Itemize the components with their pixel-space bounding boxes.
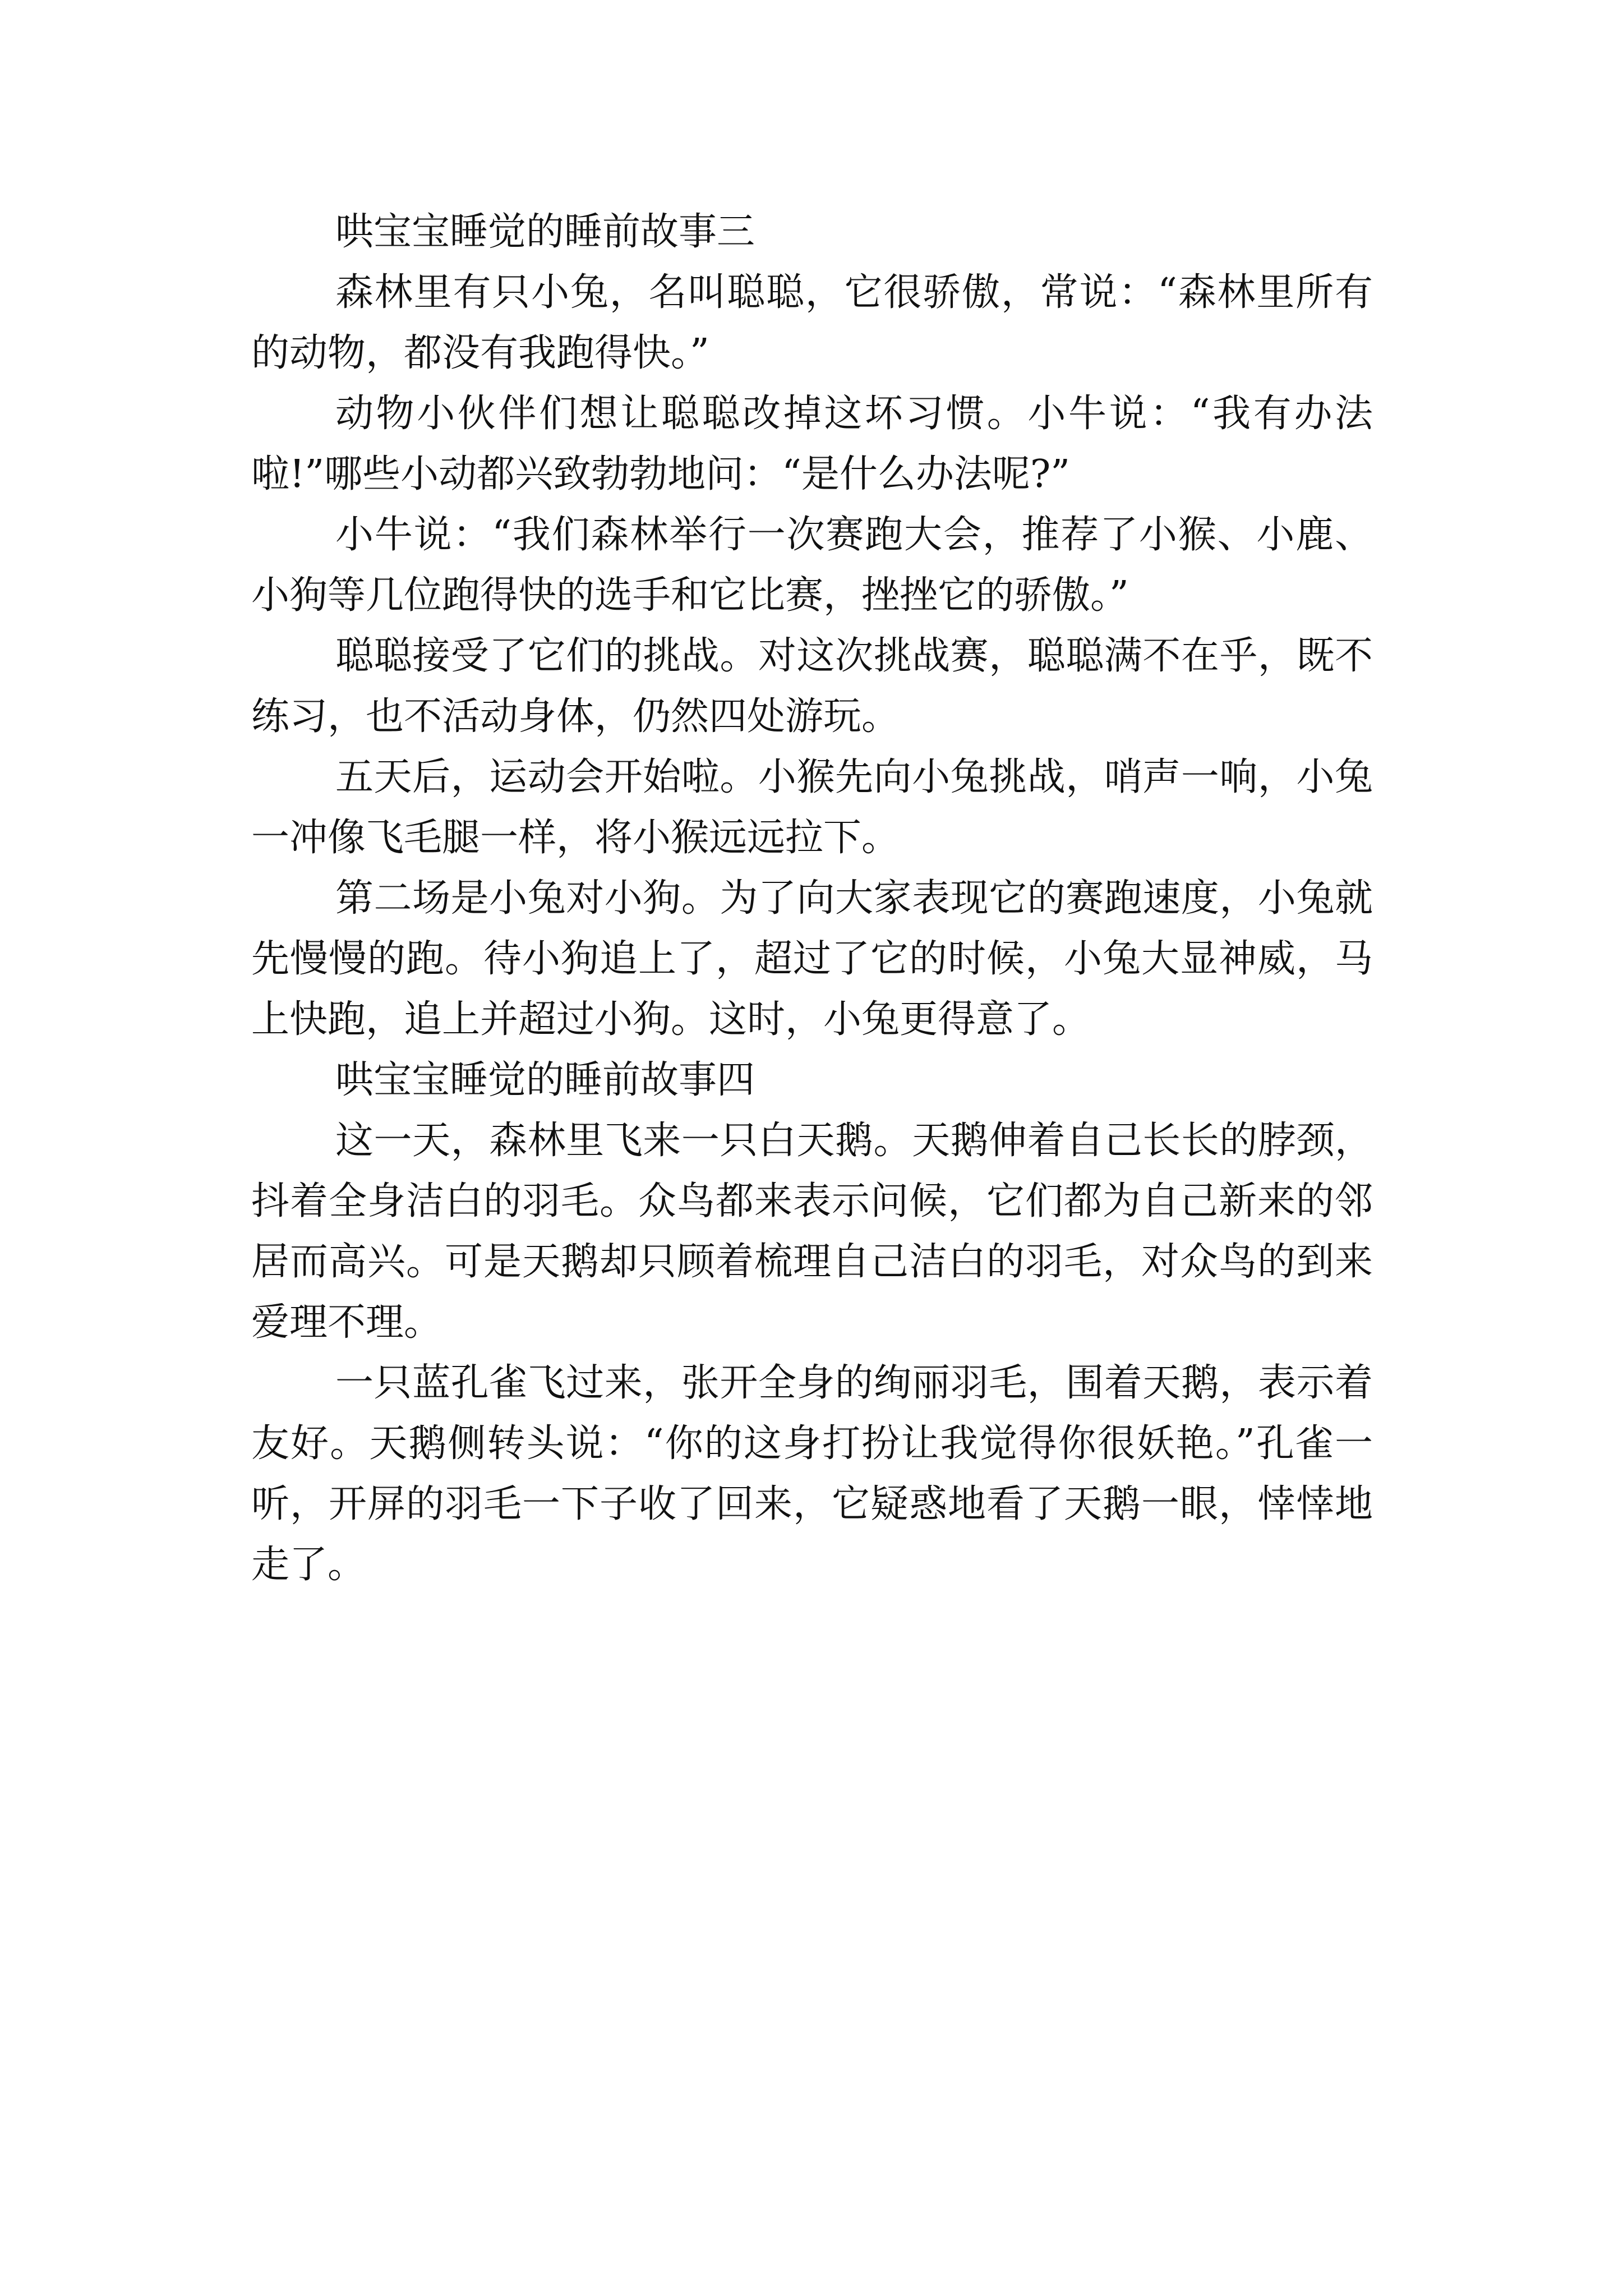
- paragraph: 五天后，运动会开始啦。小猴先向小兔挑战，哨声一响，小兔一冲像飞毛腿一样，将小猴远远拉下。: [251, 755, 1373, 860]
- paragraph: 动物小伙伴们想让聪聪改掉这坏习惯。小牛说：“我有办法啦!”哪些小动都兴致勃勃地问：“是什么办法呢?”: [251, 392, 1373, 496]
- paragraph: 这一天，森林里飞来一只白天鹅。天鹅伸着自己长长的脖颈，抖着全身洁白的羽毛。众鸟都来表示问候，它们都为自己新来的邻居而高兴。可是天鹅却只顾着梳理自己洁白的羽毛，对众鸟的到来爱理不理。: [251, 1119, 1373, 1345]
- document-body: [251, 202, 1373, 1595]
- paragraph: 森林里有只小兔，名叫聪聪，它很骄傲，常说：“森林里所有的动物，都没有我跑得快。”: [251, 270, 1373, 375]
- paragraph: 一只蓝孔雀飞过来，张开全身的绚丽羽毛，围着天鹅，表示着友好。天鹅侧转头说：“你的这身打扮让我觉得你很妖艳。”孔雀一听，开屏的羽毛一下子收了回来，它疑惑地看了天鹅一眼，悻悻地走了。: [251, 1361, 1373, 1587]
- paragraph: 第二场是小兔对小狗。为了向大家表现它的赛跑速度，小兔就先慢慢的跑。待小狗追上了，超过了它的时候，小兔大显神威，马上快跑，追上并超过小狗。这时，小兔更得意了。: [251, 876, 1373, 1042]
- paragraph: 聪聪接受了它们的挑战。对这次挑战赛，聪聪满不在乎，既不练习，也不活动身体，仍然四处游玩。: [251, 634, 1373, 739]
- story-four-title: 哄宝宝睡觉的睡前故事四: [335, 1058, 755, 1102]
- paragraph: 小牛说：“我们森林举行一次赛跑大会，推荐了小猴、小鹿、小狗等几位跑得快的选手和它比赛，挫挫它的骄傲。”: [251, 513, 1373, 618]
- story-three-title: 哄宝宝睡觉的睡前故事三: [335, 210, 755, 254]
